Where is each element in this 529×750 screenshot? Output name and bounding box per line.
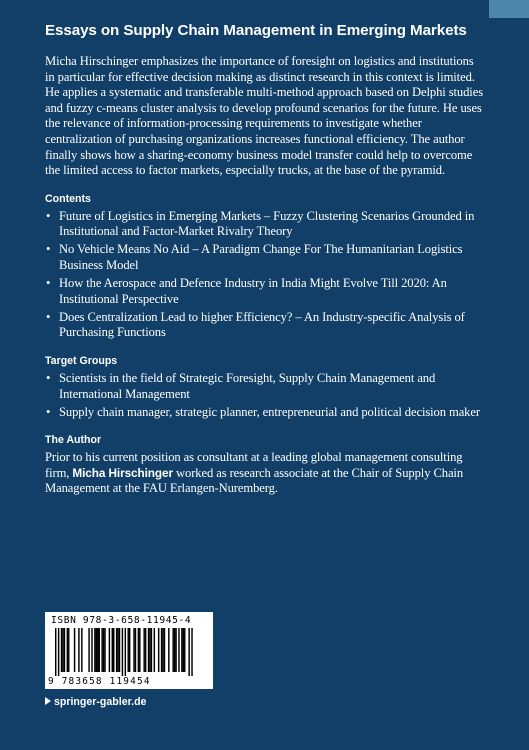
barcode-bar: [116, 628, 117, 672]
barcode-bar: [119, 628, 120, 672]
barcode-bar: [109, 628, 110, 672]
barcode-bar: [181, 628, 182, 672]
list-item: • No Vehicle Means No Aid – A Paradigm Change For The Humanitarian Logistics Business Model: [46, 242, 463, 273]
barcode-bar: [99, 628, 100, 672]
barcode-bar: [112, 628, 113, 672]
barcode-bar: [162, 628, 163, 672]
barcode-bar: [175, 628, 176, 672]
author-name: Micha Hirschinger: [72, 465, 173, 480]
barcode-icon: [55, 628, 205, 676]
author-heading: The Author: [45, 434, 102, 447]
barcode-bar: [183, 628, 184, 672]
target-groups-heading: Target Groups: [45, 355, 118, 367]
barcode-bar: [61, 628, 62, 672]
barcode-bar: [88, 628, 89, 672]
barcode-bar: [128, 628, 129, 672]
contents-list: [45, 209, 485, 341]
barcode-bar: [129, 628, 130, 672]
barcode-bar: [67, 628, 68, 672]
barcode-bar: [64, 628, 65, 672]
barcode-bar: [55, 628, 56, 676]
barcode-bar: [81, 628, 82, 672]
barcode-digits: 9 783658 119454: [48, 676, 151, 687]
barcode-bar: [68, 628, 69, 672]
back-cover-content: [45, 22, 485, 497]
barcode-bar: [122, 628, 123, 676]
barcode-bar: [135, 628, 136, 672]
barcode-bar: [143, 628, 144, 672]
list-item: • How the Aerospace and Defence Industry in India Might Evolve Till 2020: An Institutional Perspective: [46, 276, 447, 306]
barcode-bar: [138, 628, 139, 672]
barcode-bar: [151, 628, 152, 672]
barcode-bar: [172, 628, 173, 672]
spine-accent-strip: [489, 0, 529, 18]
barcode-bar: [184, 628, 185, 672]
barcode-bar: [74, 628, 75, 672]
barcode-bar: [78, 628, 79, 672]
barcode-bar: [104, 628, 105, 672]
barcode-bar: [191, 628, 192, 676]
barcode-bar: [174, 628, 175, 672]
list-item: • Supply chain manager, strategic planner, entrepreneurial and political decision maker: [46, 404, 480, 419]
target-groups-list: [45, 371, 485, 420]
author-bio: Prior to his current position as consultant at a leading global management consulting firm, Micha Hirschinger worked as research associate at the Chair of Supply Chain Management at the FAU Erlangen-Nuremberg.: [45, 450, 464, 496]
list-item: • Future of Logistics in Emerging Markets – Fuzzy Clustering Scenarios Grounded in Institutional and Factor-Market Rivalry Theory: [46, 208, 475, 239]
barcode-bar: [145, 628, 146, 672]
barcode-bar: [103, 628, 104, 672]
barcode-bar: [113, 628, 114, 672]
barcode-bar: [133, 628, 134, 672]
barcode-bar: [178, 628, 179, 672]
barcode-bar: [58, 628, 59, 676]
isbn-barcode: [45, 612, 213, 689]
barcode-bar: [154, 628, 155, 672]
barcode-bar: [161, 628, 162, 672]
bullet-icon: •: [46, 276, 51, 291]
arrow-right-icon: [45, 697, 51, 705]
isbn-number: ISBN 978-3-658-11945-4: [51, 615, 192, 626]
list-item: • Does Centralization Lead to higher Efficiency? – An Industry-specific Analysis of Purchasing Functions: [46, 309, 465, 340]
barcode-bar: [158, 628, 159, 672]
bullet-icon: •: [46, 208, 51, 223]
website-link[interactable]: springer-gabler.de: [45, 696, 146, 708]
barcode-bar: [139, 628, 140, 672]
barcode-bar: [148, 628, 149, 672]
barcode-bar: [91, 628, 92, 672]
barcode-bar: [96, 628, 97, 672]
barcode-bar: [62, 628, 63, 672]
barcode-bar: [164, 628, 165, 672]
contents-heading: Contents: [45, 192, 91, 205]
book-title: Essays on Supply Chain Management in Emerging Markets: [45, 22, 467, 39]
barcode-bar: [168, 628, 169, 672]
barcode-bar: [188, 628, 189, 676]
barcode-bar: [125, 628, 126, 676]
bullet-icon: •: [46, 371, 51, 385]
barcode-bar: [101, 628, 102, 672]
barcode-bar: [94, 628, 95, 672]
bullet-icon: •: [46, 404, 51, 419]
bullet-icon: •: [46, 242, 51, 257]
book-description: Micha Hirschinger emphasizes the importance of foresight on logistics and institutions in particular for effective decision making as distinct research in this context is limited. He applies a systematic and transferable multi-method approach based on Delphi studies and fuzzy c-means cluster analysis to develop profound scenarios for the future. He uses the relevance of information-processing requirements to investigate whether centralization of purchasing organizations increases functional efficiency. The author finally shows how a sharing-economy business model transfer could help to overcome the limited access to factor markets, especially trucks, at the base of the pyramid.: [45, 54, 483, 178]
barcode-bar: [149, 628, 150, 672]
bullet-icon: •: [46, 309, 51, 324]
list-item: • Scientists in the field of Strategic Foresight, Supply Chain Management and International Management: [46, 371, 436, 401]
barcode-bar: [117, 628, 118, 672]
barcode-bar: [97, 628, 98, 672]
